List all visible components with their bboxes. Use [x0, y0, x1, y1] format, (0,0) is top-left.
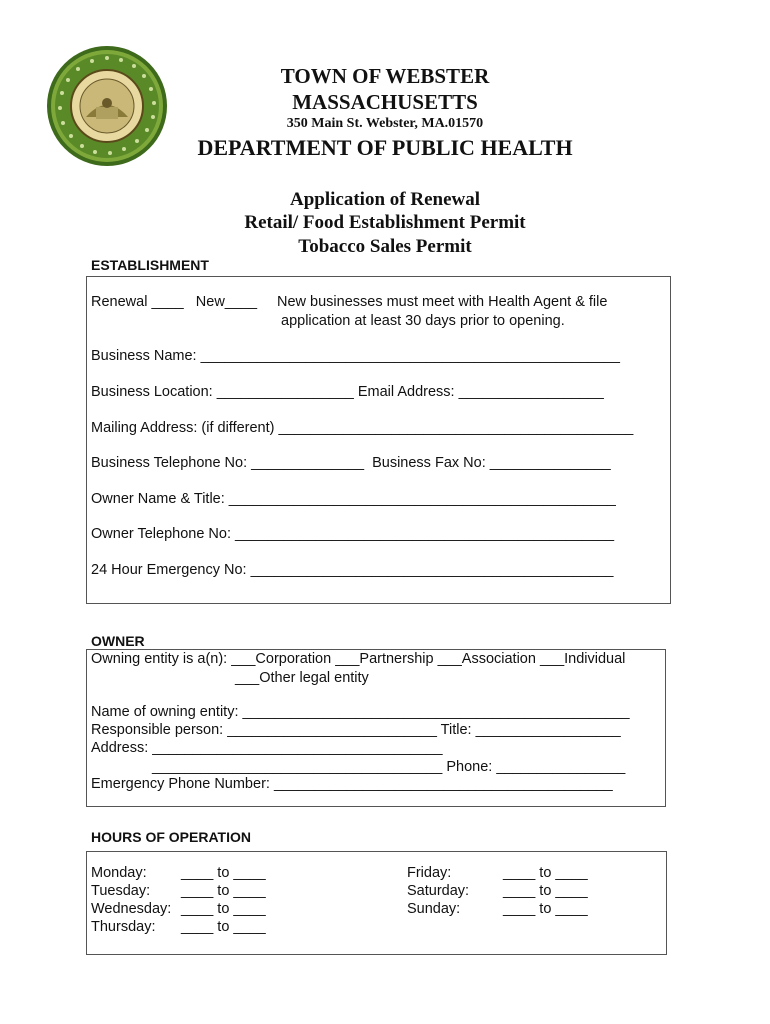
hours-day-label: Tuesday: [91, 883, 151, 899]
hours-time-field[interactable]: ____ to ____ [181, 883, 266, 899]
owner-section-title: OWNER [91, 633, 145, 649]
hours-day-label: Wednesday: [91, 901, 172, 917]
owner-telephone-field[interactable]: Owner Telephone No: _______________________________________________ [91, 526, 615, 542]
emergency-phone-field[interactable]: Emergency Phone Number: __________________________________________ [91, 776, 613, 792]
emergency-number-field[interactable]: 24 Hour Emergency No: _____________________________________________ [91, 562, 614, 578]
hours-time-field[interactable]: ____ to ____ [503, 883, 588, 899]
mailing-address-field[interactable]: Mailing Address: (if different) ____________________________________________ [91, 420, 634, 436]
owning-entity-field[interactable]: Owning entity is a(n): ___Corporation ___Partnership ___Association ___Individual [91, 651, 626, 667]
form-title-line-3: Tobacco Sales Permit [298, 236, 472, 257]
state-name: MASSACHUSETTS [292, 90, 478, 114]
owner-address-phone-field[interactable]: ____________________________________ Phone: ________________ [152, 759, 626, 775]
hours-day-label: Sunday: [407, 901, 461, 917]
department-address: 350 Main St. Webster, MA.01570 [286, 116, 484, 131]
owning-entity-name-field[interactable]: Name of owning entity: ________________________________________________ [91, 704, 630, 720]
new-business-note-line-1: New businesses must meet with Health Agent & file [277, 294, 608, 310]
hours-day-label: Thursday: [91, 919, 156, 935]
owner-address-field[interactable]: Address: ____________________________________ [91, 740, 443, 756]
hours-time-field[interactable]: ____ to ____ [181, 901, 266, 917]
hours-time-field[interactable]: ____ to ____ [181, 865, 266, 881]
town-name: TOWN OF WEBSTER [280, 64, 490, 88]
business-telephone-field[interactable]: Business Telephone No: ______________ Business Fax No: _______________ [91, 455, 611, 471]
business-location-field[interactable]: Business Location: _________________ Email Address: __________________ [91, 384, 604, 400]
renewal-new-field[interactable]: Renewal ____ New____ [91, 294, 258, 310]
form-title-line-1: Application of Renewal [290, 189, 480, 210]
department-name: DEPARTMENT OF PUBLIC HEALTH [197, 135, 573, 160]
other-legal-entity-field[interactable]: ___Other legal entity [235, 670, 369, 686]
hours-day-label: Saturday: [407, 883, 470, 899]
hours-section-title: HOURS OF OPERATION [91, 829, 251, 845]
hours-time-field[interactable]: ____ to ____ [503, 865, 588, 881]
hours-time-field[interactable]: ____ to ____ [181, 919, 266, 935]
form-title-line-2: Retail/ Food Establishment Permit [244, 212, 526, 233]
hours-day-label: Monday: [91, 865, 147, 881]
new-business-note-line-2: application at least 30 days prior to opening. [281, 313, 565, 329]
establishment-section-title: ESTABLISHMENT [91, 257, 209, 273]
business-name-field[interactable]: Business Name: ____________________________________________________ [91, 348, 620, 364]
hours-time-field[interactable]: ____ to ____ [503, 901, 588, 917]
hours-day-label: Friday: [407, 865, 452, 881]
responsible-person-field[interactable]: Responsible person: __________________________ Title: __________________ [91, 722, 621, 738]
owner-name-title-field[interactable]: Owner Name & Title: ________________________________________________ [91, 491, 616, 507]
